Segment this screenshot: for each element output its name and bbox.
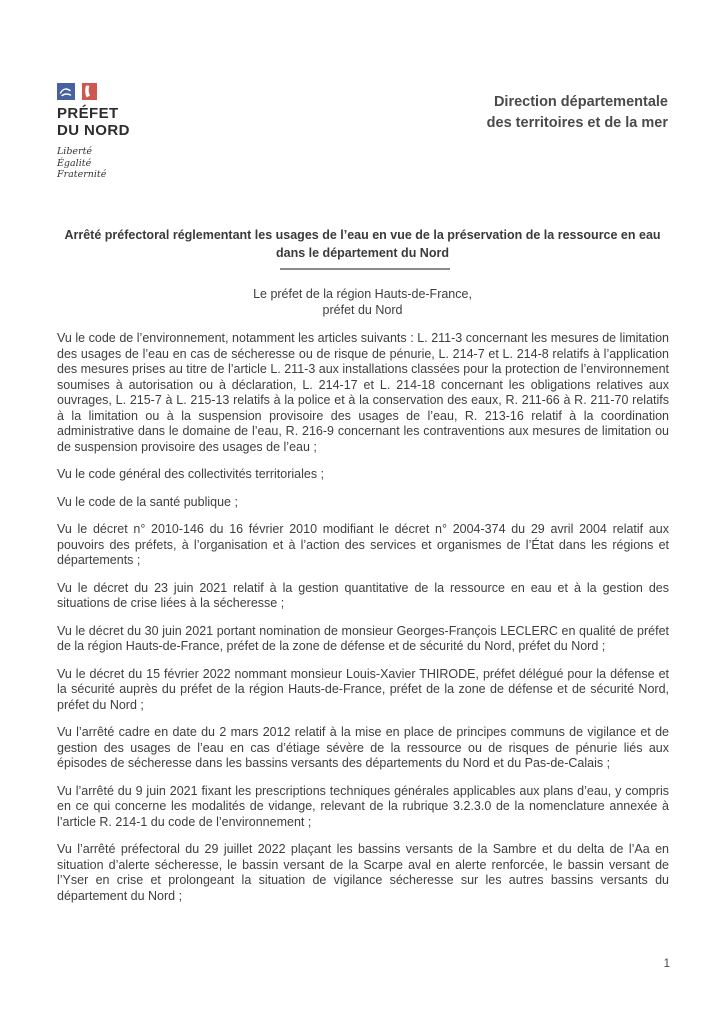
paragraph-visa-sante-publique: Vu le code de la santé publique ;	[57, 494, 238, 509]
agency-line1: PRÉFET	[57, 105, 119, 122]
republic-motto	[57, 146, 130, 181]
prefecture-logo	[57, 82, 130, 181]
document-title	[40, 227, 685, 262]
issuer-line2: préfet du Nord	[322, 303, 403, 317]
motto-line1: Liberté	[57, 146, 93, 157]
paragraph-visa-decret-23-juin-2021: Vu le décret du 23 juin 2021 relatif à la gestion quantitative de la ressource en eau et à la gestion des situations de crise liées à la sécheresse ;	[57, 580, 669, 610]
document-title-line2: dans le département du Nord	[276, 245, 449, 260]
motto-line2: Égalité	[57, 157, 92, 169]
issuer-block	[0, 286, 725, 318]
issuer-line1: Le préfet de la région Hauts-de-France,	[253, 287, 472, 301]
marianne-flag-icon	[57, 82, 99, 101]
direction-line1: Direction départementale	[493, 94, 668, 110]
document-body	[57, 331, 669, 916]
title-divider	[280, 268, 450, 270]
paragraph-visa-decret-30-juin-2021: Vu le décret du 30 juin 2021 portant nomination de monsieur Georges-François LECLERC en qualité de préfet de la région Hauts-de-France, préfet de la zone de défense et de sécurité du Nord, préfet du Nord ;	[57, 623, 669, 653]
paragraph-visa-arrete-cadre-2012: Vu l’arrêté cadre en date du 2 mars 2012 relatif à la mise en place de principes communs de vigilance et de gestion des usages de l’eau en cas d’étiage sévère de la ressource ou de risques de pénurie liés aux épisodes de sécheresse dans les bassins versants des départements du Nord et du Pas-de-Calais ;	[57, 725, 669, 770]
paragraph-visa-decret-2010: Vu le décret n° 2010-146 du 16 février 2010 modifiant le décret n° 2004-374 du 29 avril 2004 relatif aux pouvoirs des préfets, à l’organisation et à l’action des services et organismes de l’État dans les régions et départements ;	[57, 522, 669, 567]
document-title-line1: Arrêté préfectoral réglementant les usages de l’eau en vue de la préservation de la ressource en eau	[64, 228, 661, 242]
direction-header	[487, 92, 668, 134]
paragraph-visa-arrete-9-juin-2021: Vu l’arrêté du 9 juin 2021 fixant les prescriptions techniques générales applicables aux plans d’eau, y compris en ce qui concerne les modalités de vidange, relevant de la rubrique 3.2.3.0 de la nomenclature annexée à l’article R. 214-1 du code de l’environnement ;	[57, 783, 669, 829]
paragraph-visa-collectivites: Vu le code général des collectivités territoriales ;	[57, 467, 325, 481]
agency-name	[57, 105, 130, 139]
motto-line3: Fraternité	[57, 169, 107, 180]
paragraph-visa-code-environnement: Vu le code de l’environnement, notamment les articles suivants : L. 211-3 concernant les mesures de limitation des usages de l’eau en cas de sécheresse ou de risque de pénurie, L. 214-7 et L. 214-8 relatifs à l’application des mesures prises au titre de l’article L. 211-3 aux installations classées pour la protection de l’environnement soumises à autorisation ou à déclaration, L. 214-17 et L. 214-18 concernant les obligations relatives aux ouvrages, L. 215-7 à L. 215-13 relatifs à la police et à la conservation des eaux, R. 211-66 à R. 211-70 relatifs à la limitation ou à la suspension provisoire des usages de l’eau, R. 213-16 relatif à la coordination administrative dans le domaine de l’eau, R. 216-9 concernant les contraventions aux mesures de limitation ou de suspension provisoire des usages de l’eau ;	[57, 331, 669, 454]
paragraph-visa-arrete-29-juillet-2022: Vu l’arrêté préfectoral du 29 juillet 2022 plaçant les bassins versants de la Sambre et du delta de l’Aa en situation d’alerte sécheresse, le bassin versant de la Scarpe aval en alerte renforcée, le bassin versant de l’Yser en crise et prolongeant la situation de vigilance sécheresse sur les autres bassins versants du département du Nord ;	[57, 842, 669, 903]
direction-line2: des territoires et de la mer	[486, 115, 668, 131]
page-number: 1	[663, 958, 670, 970]
paragraph-visa-decret-15-fevrier-2022: Vu le décret du 15 février 2022 nommant monsieur Louis-Xavier THIRODE, préfet délégué pour la défense et la sécurité auprès du préfet de la région Hauts-de-France, préfet de la zone de défense et de sécurité Nord, préfet du Nord ;	[57, 666, 669, 712]
agency-line2: DU NORD	[57, 122, 130, 139]
